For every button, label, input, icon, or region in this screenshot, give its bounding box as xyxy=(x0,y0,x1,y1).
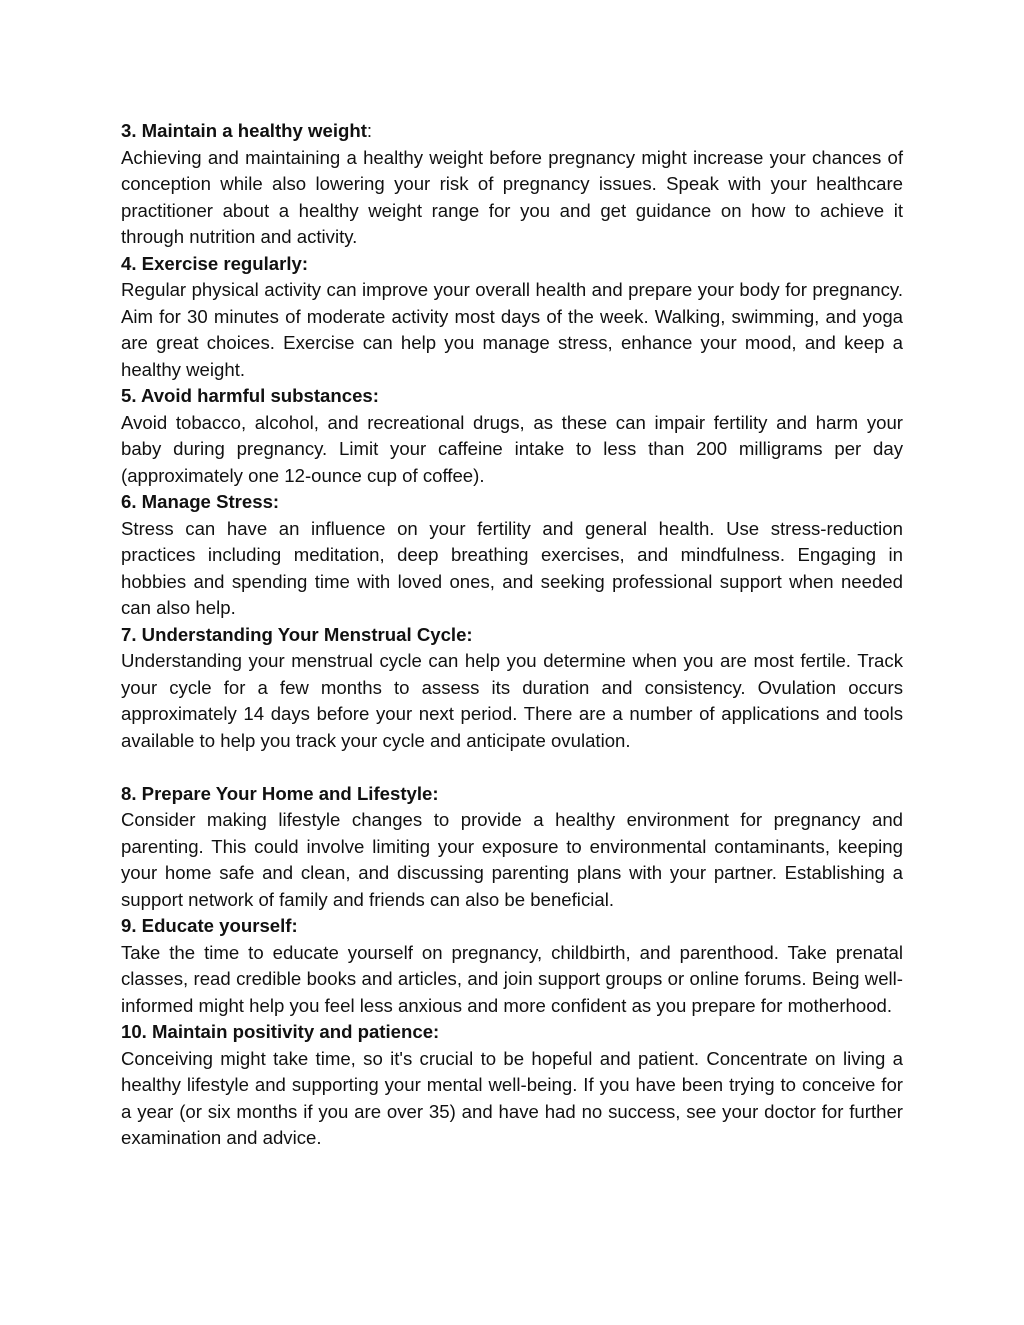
blank-line xyxy=(121,754,903,781)
section-heading-colon: : xyxy=(366,120,373,141)
section-heading-10: 10. Maintain positivity and patience: xyxy=(121,1021,440,1042)
section-body-3: Achieving and maintaining a healthy weight before pregnancy might increase your chances of conception while also lowering your risk of pregnancy issues. Speak with your healthcare practitioner about a healthy weight range for you and get guidance on how to achieve it through nutrition and activity. xyxy=(121,146,903,247)
section-body-7: Understanding your menstrual cycle can help you determine when you are most fertile. Track your cycle for a few months to assess its duration and consistency. Ovulation occurs approximately 14 days before your next period. There are a number of applications and tools available to help you track your cycle and anticipate ovulation. xyxy=(121,650,903,751)
section-body-5: Avoid tobacco, alcohol, and recreational drugs, as these can impair fertility and harm your baby during pregnancy. Limit your caffeine intake to less than 200 milligrams per day (approximately one 12-ounce cup of coffee). xyxy=(121,411,903,486)
section-heading-6: 6. Manage Stress: xyxy=(121,491,280,512)
section-heading-9: 9. Educate yourself: xyxy=(121,915,298,936)
section-heading-5: 5. Avoid harmful substances: xyxy=(121,385,379,406)
section-body-10: Conceiving might take time, so it's crucial to be hopeful and patient. Concentrate on living a healthy lifestyle and supporting your mental well-being. If you have been trying to conceive for a year (or six months if you are over 35) and have had no success, see your doctor for further examination and advice. xyxy=(121,1047,903,1148)
section-heading-7: 7. Understanding Your Menstrual Cycle: xyxy=(121,623,473,645)
section-body-4: Regular physical activity can improve your overall health and prepare your body for pregnancy. Aim for 30 minutes of moderate activity most days of the week. Walking, swimming, and yoga are great choices. Exercise can help you manage stress, enhance your mood, and keep a healthy weight. xyxy=(121,279,903,380)
section-body-9: Take the time to educate yourself on pregnancy, childbirth, and parenthood. Take prenatal classes, read credible books and articles, and join support groups or online forums. Being well-informed might help you feel less anxious and more confident as you prepare for motherhood. xyxy=(121,941,903,1016)
section-body-8: Consider making lifestyle changes to provide a healthy environment for pregnancy and parenting. This could involve limiting your exposure to environmental contaminants, keeping your home safe and clean, and discussing parenting plans with your partner. Establishing a support network of family and friends can also be beneficial. xyxy=(121,809,903,910)
section-heading-text: 3. Maintain a healthy weight xyxy=(121,120,367,141)
section-heading-3 xyxy=(121,118,903,145)
section-heading-4: 4. Exercise regularly: xyxy=(121,252,309,274)
section-heading-8: 8. Prepare Your Home and Lifestyle: xyxy=(121,782,439,804)
document-page xyxy=(121,118,903,1152)
section-body-6: Stress can have an influence on your fertility and general health. Use stress-reduction practices including meditation, deep breathing exercises, and mindfulness. Engaging in hobbies and spending time with loved ones, and seeking professional support when needed can also help. xyxy=(121,517,903,618)
